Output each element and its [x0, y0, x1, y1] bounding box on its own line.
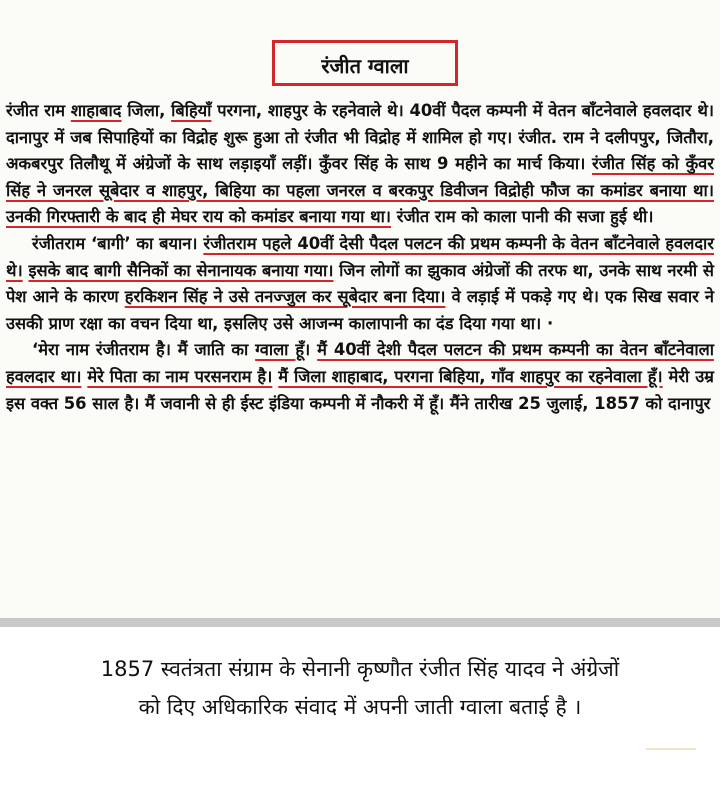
document-body — [6, 98, 714, 417]
body-text-span: रंजीत राम — [6, 101, 71, 120]
paragraph-2 — [6, 231, 714, 337]
paragraph-3 — [6, 337, 714, 417]
body-text-span: । — [304, 340, 318, 360]
underlined-text: बिहियाँ — [171, 101, 212, 120]
body-text-span: जिला, — [121, 101, 172, 120]
underlined-text: ग्वाला हूँ — [255, 340, 305, 360]
underlined-text: मैं 40वीं देशी पैदल पलटन की प्रथम कम्पनी का वेतन बाँटनेवाला हवलदार था। — [6, 340, 714, 386]
underlined-text: इसके बाद बागी सैनिकों का सेनानायक बनाया गया। — [28, 260, 334, 280]
underlined-text: मेरे पिता का नाम परसनराम है। — [87, 366, 273, 386]
body-text-span: ‘मेरा नाम रंजीतराम है। मैं जाति का — [32, 340, 256, 360]
body-text-span: वे लड़ाई में पकड़े गए थे। एक सिख सवार ने उसकी प्राण रक्षा का वचन दिया था, इसलिए उसे आजन्म कालापानी का दंड दिया गया था। · — [6, 287, 715, 333]
underlined-text: शाहाबाद — [70, 101, 122, 120]
body-text-span: रंजीतराम ‘बागी’ का बयान। — [32, 233, 204, 253]
divider — [0, 618, 720, 627]
underlined-text: हरकिशन सिंह ने उसे तनज्जुल कर सूबेदार बना दिया। — [124, 287, 446, 307]
document-title: रंजीत ग्वाला — [321, 54, 409, 78]
underlined-text: रंजीतराम पहले 40वीं देसी पैदल पलटन की प्रथम कम्पनी के वेतन बाँटनेवाले हवलदार थे। — [6, 233, 715, 280]
text-cursor-mark — [646, 748, 696, 750]
underlined-text: उनकी गिरफ्तारी के बाद ही मेघर राय को कमांडर बनाया गया था। — [6, 207, 392, 227]
caption-line-2: को दिए अधिकारिक संवाद में अपनी जाती ग्वाला बताई है । — [138, 695, 582, 719]
paragraph-1 — [6, 98, 714, 231]
body-text-span: जिन लोगों का झुकाव अंग्रेजों की तरफ था, उनके साथ नरमी से पेश आने के कारण — [6, 260, 714, 307]
body-text-span: रंजीत राम को काला पानी की सजा हुई थी। — [391, 207, 654, 227]
title-box — [272, 40, 458, 86]
caption-line-1: 1857 स्वतंत्रता संग्राम के सेनानी कृष्णौत रंजीत सिंह यादव ने अंग्रेजों — [100, 657, 620, 681]
underlined-text: मैं जिला शाहाबाद, परगना बिहिया, गाँव शाहपुर का रहनेवाला हूँ। — [278, 366, 663, 386]
caption — [20, 650, 700, 726]
body-text-span: परगना, शाहपुर के रहनेवाले थे। 40वीं पैदल कम्पनी में वेतन बाँटनेवाले हवलदार थे। दानापुर में जब सिपाहियों का विद्रोह शुरू हुआ तो रंजीत भी विद्रोह में शामिल हो गए। रंजीत. राम ने दलीपपुर, जितौरा, अकबरपुर तिलौथू में अंग्रेजों के साथ लड़ाइयाँ लड़ीं। कुँवर सिंह के साथ 9 महीने का मार्च किया। — [6, 101, 714, 174]
body-text-span: मेरी उम्र इस वक्त 56 साल है। मैं जवानी से ही ईस्ट इंडिया कम्पनी में नौकरी में हूँ। मैंने तारीख 25 जुलाई, 1857 को दानापुर — [6, 366, 714, 413]
underlined-text: रंजीत सिंह को कुँवर सिंह ने जनरल सूबेदार व शाहपुर, बिहिया का पहला जनरल व बरकपुर डिवीजन विद्रोही फौज का कमांडर बनाया था। — [6, 154, 714, 200]
